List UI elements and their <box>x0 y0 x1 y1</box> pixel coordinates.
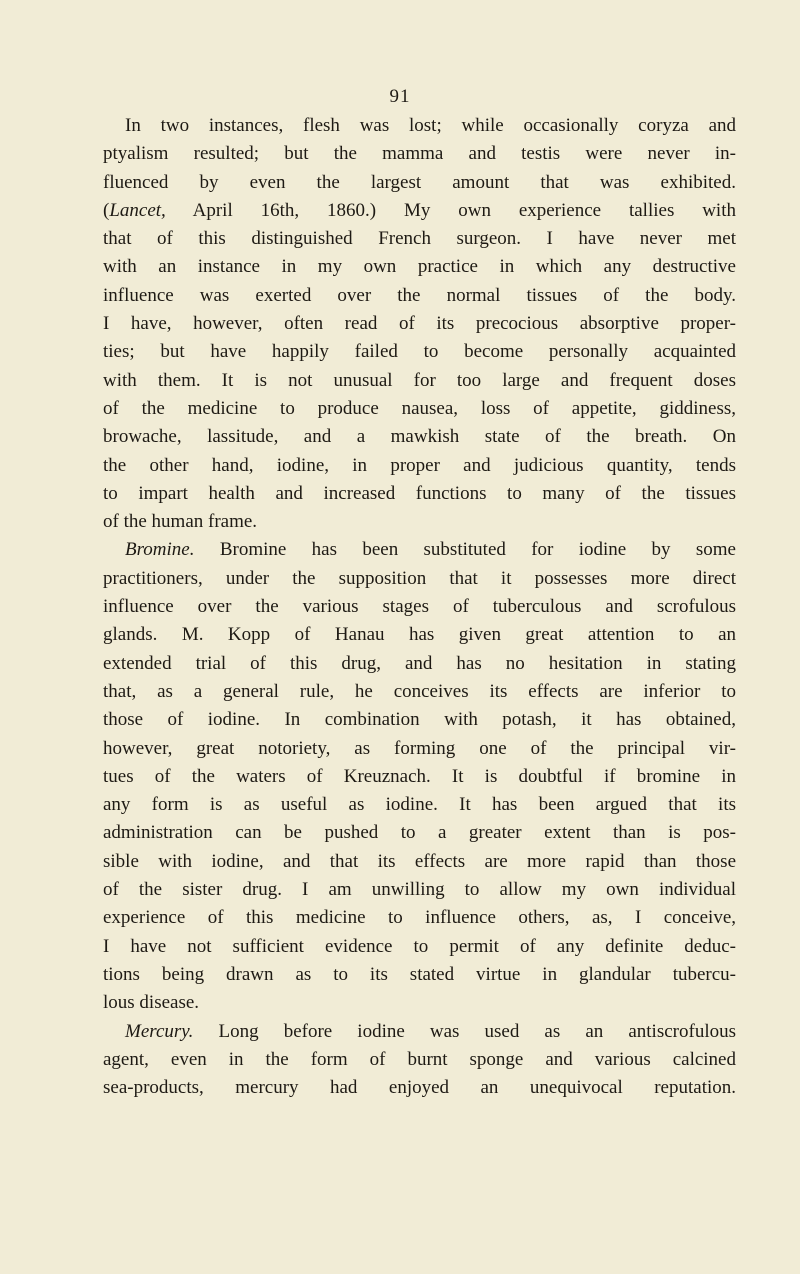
text-line: with them. It is not unusual for too large and frequent doses <box>103 369 736 391</box>
text-line: that, as a general rule, he conceives its effects are inferior to <box>103 680 736 702</box>
text-line: glands. M. Kopp of Hanau has given great attention to an <box>103 624 736 646</box>
text-line: to impart health and increased functions to many of the tissues <box>103 482 736 504</box>
text-line: I have not sufficient evidence to permit of any definite deduc- <box>103 935 736 957</box>
text-line: extended trial of this drug, and has no hesitation in stating <box>103 652 736 674</box>
text-line: of the sister drug. I am unwilling to allow my own individual <box>103 879 736 901</box>
text-line-heading <box>103 1018 736 1046</box>
text-line: ties; but have happily failed to become personally acquainted <box>103 341 736 363</box>
text-line: browache, lassitude, and a mawkish state of the breath. On <box>103 426 736 448</box>
paragraph-bromine <box>103 536 736 1017</box>
text-line: of the medicine to produce nausea, loss of appetite, giddiness, <box>103 397 736 419</box>
paragraph-iodine-conclusion <box>103 112 736 536</box>
text-line: agent, even in the form of burnt sponge and various calcined <box>103 1048 736 1070</box>
page-number: 91 <box>389 86 411 107</box>
text-line: that of this distinguished French surgeon. I have never met <box>103 228 736 250</box>
citation-journal: Lancet, <box>109 199 166 221</box>
text-line: the other hand, iodine, in proper and judicious quantity, tends <box>103 454 736 476</box>
text-line: fluenced by even the largest amount that was exhibited. <box>103 171 736 193</box>
text-line: however, great notoriety, as forming one of the principal vir- <box>103 737 736 759</box>
text-line: with an instance in my own practice in which any destructive <box>103 256 736 278</box>
text-line: administration can be pushed to a greater extent than is pos- <box>103 822 736 844</box>
text-line: tions being drawn as to its stated virtue in glandular tubercu- <box>103 963 736 985</box>
text-line: In two instances, flesh was lost; while occasionally coryza and <box>125 115 736 136</box>
section-heading-bromine: Bromine. <box>125 539 195 561</box>
text-line: lous disease. <box>103 992 200 1014</box>
text-line-heading <box>103 536 736 564</box>
heading-line-rest: Bromine has been substituted for iodine by some <box>194 539 736 561</box>
text-line: experience of this medicine to influence others, as, I conceive, <box>103 907 736 929</box>
citation-rest: April 16th, 1860.) My own experience tallies with <box>165 199 736 221</box>
text-line-citation <box>103 197 736 225</box>
text-line: of the human frame. <box>103 511 258 533</box>
text-line: I have, however, often read of its precocious absorptive proper- <box>103 313 736 335</box>
text-line: tues of the waters of Kreuznach. It is doubtful if bromine in <box>103 765 736 787</box>
text-line: influence over the various stages of tuberculous and scrofulous <box>103 596 736 618</box>
heading-line-rest: Long before iodine was used as an antiscrofulous <box>193 1020 736 1042</box>
text-line: those of iodine. In combination with potash, it has obtained, <box>103 709 736 731</box>
text-line: ptyalism resulted; but the mamma and testis were never in- <box>103 143 736 165</box>
paragraph-mercury <box>103 1018 736 1103</box>
section-heading-mercury: Mercury. <box>125 1020 194 1042</box>
body-text <box>103 112 736 1102</box>
text-line: any form is as useful as iodine. It has been argued that its <box>103 794 736 816</box>
text-line: sible with iodine, and that its effects are more rapid than those <box>103 850 736 872</box>
text-line: influence was exerted over the normal tissues of the body. <box>103 284 736 306</box>
text-line: sea-products, mercury had enjoyed an unequivocal reputation. <box>103 1077 736 1099</box>
text-line: practitioners, under the supposition that it possesses more direct <box>103 567 736 589</box>
citation-open-paren: ( <box>103 199 110 221</box>
